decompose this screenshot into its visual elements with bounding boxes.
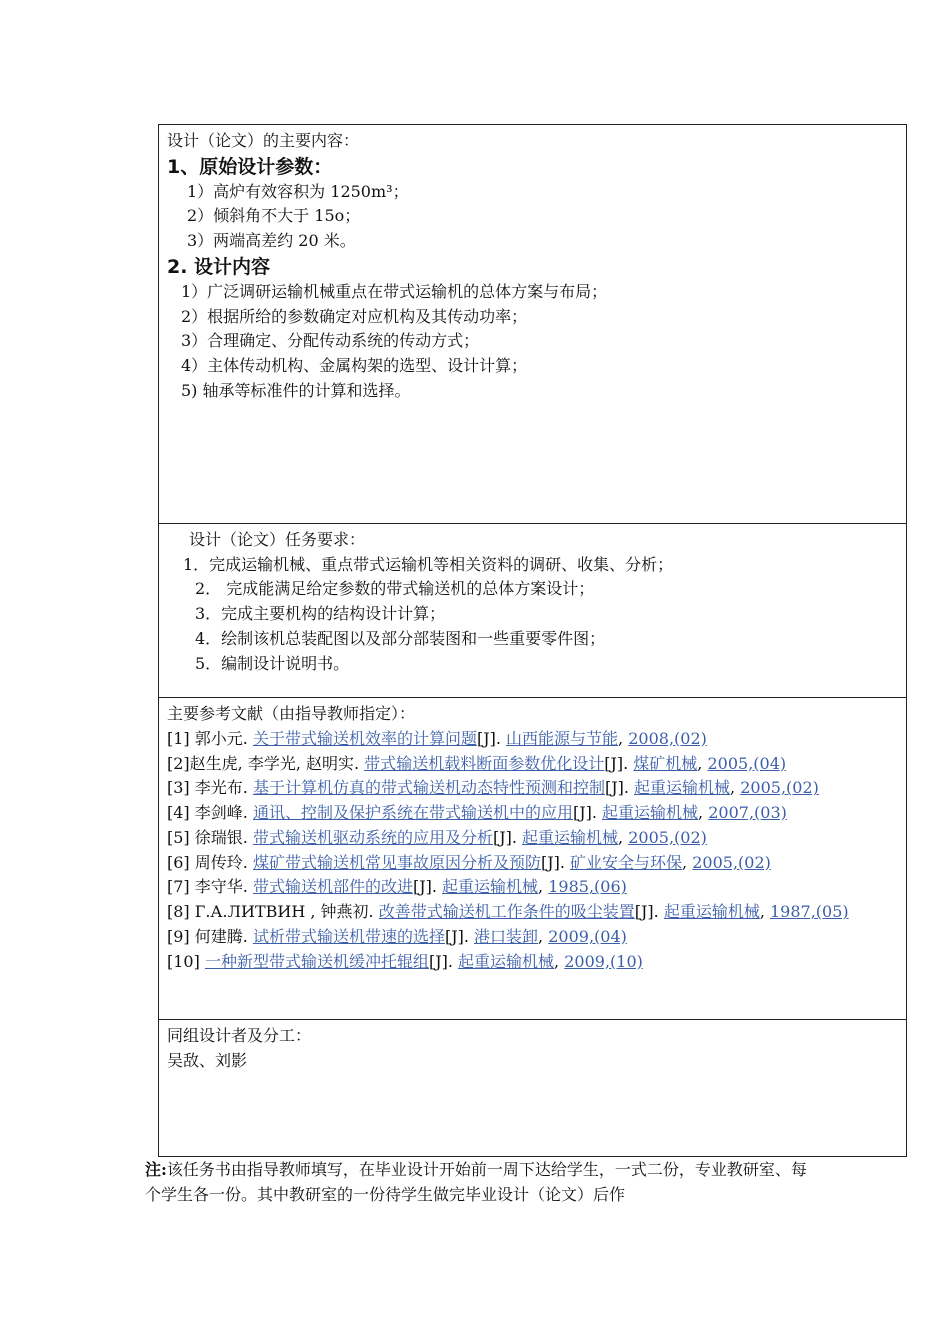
ref-sep: , <box>538 877 549 897</box>
ref-journal-link[interactable]: 起重运输机械 <box>522 827 619 847</box>
ref-type: [J]. <box>492 827 523 847</box>
reference-item <box>167 851 898 876</box>
ref-author: [3] 李光布. <box>167 778 253 798</box>
ref-sep: , <box>698 803 709 823</box>
ref-author: [8] Г.А.ЛИТВИН , 钟燕初. <box>167 902 379 922</box>
ref-journal-link[interactable]: 起重运输机械 <box>602 803 699 823</box>
ref-title-link[interactable]: 煤矿带式输送机常见事故原因分析及预防 <box>252 852 541 872</box>
ref-journal-link[interactable]: 山西能源与节能 <box>506 728 619 748</box>
ref-sep: , <box>554 951 565 971</box>
reference-item <box>167 925 898 950</box>
content-item: 2）根据所给的参数确定对应机构及其传动功率； <box>181 306 528 326</box>
references-heading: 主要参考文献（由指导教师指定）： <box>167 704 416 723</box>
task-requirements-section <box>159 523 906 697</box>
ref-type: [J]. <box>428 951 459 971</box>
ref-issue-link[interactable]: 2005,(04) <box>707 753 787 773</box>
reference-item <box>167 776 898 801</box>
content-item: 3）合理确定、分配传动系统的传动方式； <box>181 331 480 351</box>
ref-journal-link[interactable]: 港口装卸 <box>474 927 539 947</box>
ref-journal-link[interactable]: 起重运输机械 <box>634 778 731 798</box>
ref-journal-link[interactable]: 起重运输机械 <box>442 877 539 897</box>
ref-title-link[interactable]: 试析带式输送机带速的选择 <box>252 927 445 947</box>
ref-type: [J]. <box>444 927 475 947</box>
ref-issue-link[interactable]: 2008,(02) <box>628 728 707 748</box>
ref-issue-link[interactable]: 2009,(04) <box>548 927 627 947</box>
team-section <box>159 1019 906 1156</box>
param-item: 3）两端高差约 20 米。 <box>187 231 356 251</box>
ref-author: [2]赵生虎, 李学光, 赵明实. <box>167 753 365 773</box>
team-heading: 同组设计者及分工： <box>167 1026 312 1045</box>
ref-type: [J]. <box>634 902 664 922</box>
reference-list <box>167 727 898 975</box>
reference-item <box>167 826 898 851</box>
ref-title-link[interactable]: 带式输送机部件的改进 <box>252 877 413 897</box>
requirement-item: 3．完成主要机构的结构设计计算； <box>195 604 446 624</box>
requirement-item: 2． 完成能满足给定参数的带式输送机的总体方案设计； <box>195 579 595 599</box>
requirement-item: 1．完成运输机械、重点带式运输机等相关资料的调研、收集、分析； <box>183 554 674 574</box>
ref-issue-link[interactable]: 2005,(02) <box>692 852 771 872</box>
ref-type: [J]. <box>604 753 634 773</box>
reference-item <box>167 801 898 826</box>
requirement-item: 4．绘制该机总装配图以及部分部装图和一些重要零件图； <box>195 628 606 648</box>
ref-issue-link[interactable]: 2005,(02) <box>740 778 819 798</box>
ref-type: [J]. <box>540 852 571 872</box>
footnote-text: 该任务书由指导教师填写，在毕业设计开始前一周下达给学生，一式二份，专业教研室、每个学生各一份。其中教研室的一份待学生做完毕业设计（论文）后作 <box>145 1160 807 1204</box>
content-item: 4）主体传动机构、金属构架的选型、设计计算； <box>181 355 528 375</box>
ref-sep: , <box>730 778 741 798</box>
ref-title-link[interactable]: 带式输送机载料断面参数优化设计 <box>364 753 605 773</box>
ref-author: [10] <box>167 951 205 971</box>
ref-issue-link[interactable]: 1985,(06) <box>548 877 627 897</box>
main-content-heading: 设计（论文）的主要内容： <box>167 131 360 150</box>
content-item: 5) 轴承等标准件的计算和选择。 <box>181 380 411 400</box>
reference-item <box>167 950 898 975</box>
ref-author: [5] 徐瑞银. <box>167 827 253 847</box>
main-content-section <box>159 125 906 523</box>
ref-author: [9] 何建腾. <box>167 927 253 947</box>
ref-type: [J]. <box>604 778 635 798</box>
footnote <box>145 1157 815 1207</box>
ref-issue-link[interactable]: 2007,(03) <box>708 803 787 823</box>
ref-author: [4] 李剑峰. <box>167 803 253 823</box>
ref-journal-link[interactable]: 煤矿机械 <box>633 753 698 773</box>
ref-sep: , <box>759 902 770 922</box>
ref-journal-link[interactable]: 矿业安全与环保 <box>570 852 683 872</box>
ref-type: [J]. <box>476 728 507 748</box>
task-requirements-heading: 设计（论文）任务要求： <box>189 530 366 549</box>
ref-issue-link[interactable]: 1987,(05) <box>770 902 849 922</box>
reference-item <box>167 875 898 900</box>
team-members: 吴敌、刘影 <box>167 1050 248 1070</box>
footnote-label: 注: <box>145 1160 167 1179</box>
ref-title-link[interactable]: 带式输送机驱动系统的应用及分析 <box>252 827 493 847</box>
ref-issue-link[interactable]: 2009,(10) <box>564 951 643 971</box>
ref-title-link[interactable]: 通讯、控制及保护系统在带式输送机中的应用 <box>252 803 573 823</box>
ref-author: [6] 周传玲. <box>167 852 253 872</box>
ref-title-link[interactable]: 关于带式输送机效率的计算问题 <box>252 728 477 748</box>
ref-sep: , <box>538 927 549 947</box>
ref-title-link[interactable]: 基于计算机仿真的带式输送机动态特性预测和控制 <box>252 778 605 798</box>
ref-sep: , <box>697 753 708 773</box>
requirement-item: 5．编制设计说明书。 <box>195 653 350 673</box>
param-item: 2）倾斜角不大于 15o； <box>187 206 361 226</box>
design-content-title: 2. 设计内容 <box>167 255 271 278</box>
reference-item <box>167 752 898 777</box>
design-params-title: 1、原始设计参数： <box>167 155 333 178</box>
ref-issue-link[interactable]: 2005,(02) <box>628 827 707 847</box>
param-item: 1）高炉有效容积为 1250m³； <box>187 181 409 201</box>
ref-sep: , <box>618 728 629 748</box>
ref-title-link[interactable]: 一种新型带式输送机缓冲托辊组 <box>204 951 429 971</box>
reference-item <box>167 900 898 925</box>
ref-sep: , <box>618 827 629 847</box>
ref-author: [7] 李守华. <box>167 877 253 897</box>
ref-journal-link[interactable]: 起重运输机械 <box>458 951 555 971</box>
reference-item <box>167 727 898 752</box>
ref-sep: , <box>682 852 693 872</box>
ref-author: [1] 郭小元. <box>167 728 253 748</box>
ref-type: [J]. <box>572 803 603 823</box>
ref-type: [J]. <box>412 877 443 897</box>
task-table <box>158 124 907 1157</box>
references-section <box>159 697 906 1019</box>
ref-journal-link[interactable]: 起重运输机械 <box>663 902 760 922</box>
content-item: 1）广泛调研运输机械重点在带式运输机的总体方案与布局； <box>181 281 608 301</box>
ref-title-link[interactable]: 改善带式输送机工作条件的吸尘装置 <box>378 902 635 922</box>
